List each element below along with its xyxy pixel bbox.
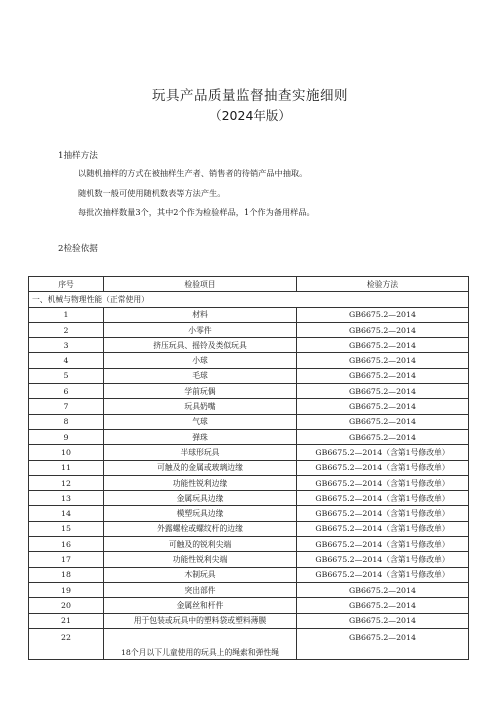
row-method: GB6675.2—2014（含第1号修改单）	[297, 445, 469, 460]
row-method: GB6675.2—2014	[297, 384, 469, 399]
row-item: 玩具奶嘴	[104, 399, 297, 414]
row-number: 15	[29, 521, 104, 536]
table-row	[29, 429, 469, 444]
table-row	[29, 384, 469, 399]
row-item: 功能性锐利边缘	[104, 475, 297, 490]
table-row	[29, 506, 469, 521]
table-row	[29, 598, 469, 613]
document-title: 玩具产品质量监督抽查实施细则	[152, 88, 348, 104]
row-item: 18个月以下儿童使用的玩具上的绳索和弹性绳	[104, 628, 297, 659]
category-label: 一、机械与物理性能（正常使用）	[29, 292, 469, 307]
row-item: 材料	[104, 307, 297, 322]
row-item: 小零件	[104, 322, 297, 337]
row-method: GB6675.2—2014	[297, 338, 469, 353]
row-item: 金属玩具边缘	[104, 491, 297, 506]
header-method: 检验方法	[297, 277, 469, 292]
row-item: 外露螺栓或螺纹杆的边缘	[104, 521, 297, 536]
row-number: 7	[29, 399, 104, 414]
table-row	[29, 537, 469, 552]
row-method: GB6675.2—2014	[297, 414, 469, 429]
table-row	[29, 613, 469, 628]
section-heading-sampling: 1抽样方法	[58, 151, 98, 161]
row-item: 学前玩偶	[104, 384, 297, 399]
row-number: 3	[29, 338, 104, 353]
row-number: 16	[29, 537, 104, 552]
row-number: 19	[29, 582, 104, 597]
row-number: 1	[29, 307, 104, 322]
sampling-paragraph-1: 以随机抽样的方式在被抽样生产者、销售者的待销产品中抽取。	[78, 168, 308, 178]
row-method: GB6675.2—2014	[297, 322, 469, 337]
sampling-paragraph-3: 每批次抽样数量3个，其中2个作为检验样品，1个作为备用样品。	[78, 207, 315, 217]
row-number: 12	[29, 475, 104, 490]
row-method: GB6675.2—2014	[297, 307, 469, 322]
table-row	[29, 445, 469, 460]
row-method: GB6675.2—2014	[297, 598, 469, 613]
row-number: 6	[29, 384, 104, 399]
table-row	[29, 399, 469, 414]
section-heading-basis: 2检验依据	[58, 244, 98, 254]
table-row	[29, 582, 469, 597]
row-number: 20	[29, 598, 104, 613]
row-method: GB6675.2—2014（含第1号修改单）	[297, 506, 469, 521]
table-row	[29, 628, 469, 659]
row-method: GB6675.2—2014	[297, 628, 469, 659]
table-row	[29, 521, 469, 536]
table-row	[29, 322, 469, 337]
table-row	[29, 338, 469, 353]
row-number: 13	[29, 491, 104, 506]
row-item: 挤压玩具、摇铃及类似玩具	[104, 338, 297, 353]
row-number: 22	[29, 628, 104, 659]
sampling-paragraph-2: 随机数一般可使用随机数表等方法产生。	[78, 188, 226, 198]
row-number: 4	[29, 353, 104, 368]
row-number: 21	[29, 613, 104, 628]
header-item: 检验项目	[104, 277, 297, 292]
row-method: GB6675.2—2014（含第1号修改单）	[297, 537, 469, 552]
table-row	[29, 414, 469, 429]
row-number: 8	[29, 414, 104, 429]
inspection-table	[28, 276, 469, 660]
row-method: GB6675.2—2014	[297, 429, 469, 444]
row-item: 可触及的锐利尖端	[104, 537, 297, 552]
row-method: GB6675.2—2014	[297, 582, 469, 597]
row-item: 用于包装或玩具中的塑料袋或塑料薄膜	[104, 613, 297, 628]
row-method: GB6675.2—2014	[297, 353, 469, 368]
table-row	[29, 475, 469, 490]
row-method: GB6675.2—2014	[297, 399, 469, 414]
row-number: 9	[29, 429, 104, 444]
row-item: 气球	[104, 414, 297, 429]
row-number: 14	[29, 506, 104, 521]
table-row	[29, 567, 469, 582]
row-item: 突出部件	[104, 582, 297, 597]
row-number: 10	[29, 445, 104, 460]
header-number: 序号	[29, 277, 104, 292]
row-item: 可触及的金属或玻璃边缘	[104, 460, 297, 475]
table-row	[29, 368, 469, 383]
table-row	[29, 491, 469, 506]
row-number: 2	[29, 322, 104, 337]
document-subtitle: （2024年版）	[209, 108, 291, 123]
row-item: 弹珠	[104, 429, 297, 444]
row-method: GB6675.2—2014（含第1号修改单）	[297, 475, 469, 490]
row-number: 11	[29, 460, 104, 475]
row-method: GB6675.2—2014（含第1号修改单）	[297, 552, 469, 567]
table-row	[29, 353, 469, 368]
table-category-row	[29, 292, 469, 307]
row-number: 5	[29, 368, 104, 383]
row-item: 小球	[104, 353, 297, 368]
row-method: GB6675.2—2014（含第1号修改单）	[297, 567, 469, 582]
table-header-row	[29, 277, 469, 292]
row-item: 金属丝和杆件	[104, 598, 297, 613]
row-item: 木制玩具	[104, 567, 297, 582]
row-method: GB6675.2—2014（含第1号修改单）	[297, 460, 469, 475]
row-method: GB6675.2—2014	[297, 613, 469, 628]
row-item: 模塑玩具边缘	[104, 506, 297, 521]
row-item: 半球形玩具	[104, 445, 297, 460]
row-number: 17	[29, 552, 104, 567]
row-method: GB6675.2—2014（含第1号修改单）	[297, 521, 469, 536]
table-row	[29, 307, 469, 322]
row-method: GB6675.2—2014（含第1号修改单）	[297, 491, 469, 506]
row-item: 功能性锐利尖端	[104, 552, 297, 567]
row-number: 18	[29, 567, 104, 582]
row-item: 毛球	[104, 368, 297, 383]
table-row	[29, 460, 469, 475]
table-row	[29, 552, 469, 567]
row-method: GB6675.2—2014	[297, 368, 469, 383]
